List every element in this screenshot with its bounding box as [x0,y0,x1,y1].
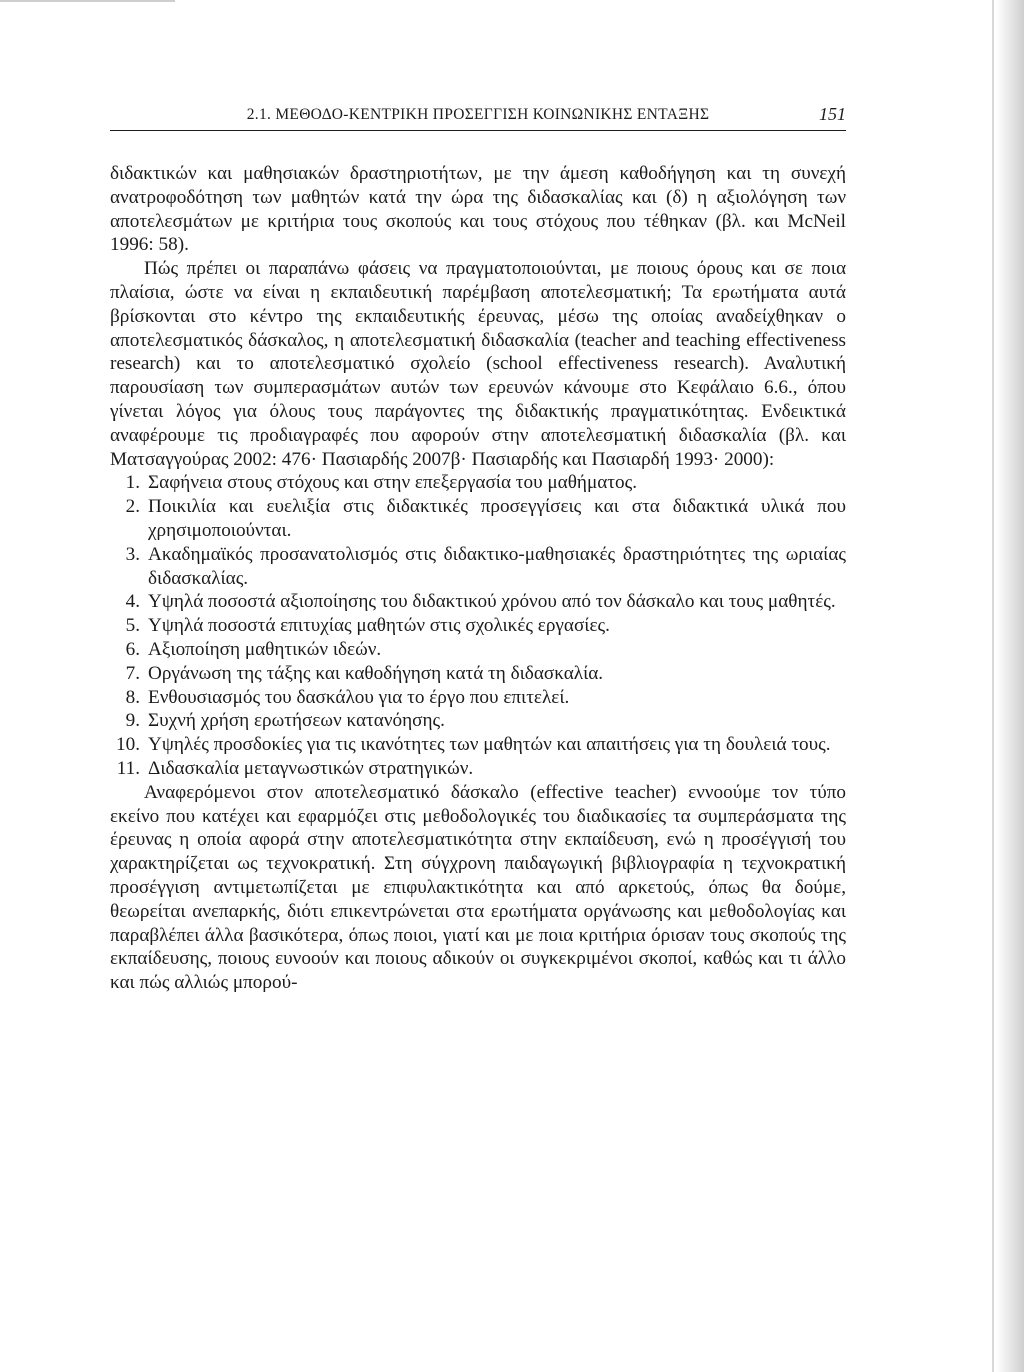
list-item-number: 6. [125,638,140,660]
effective-teaching-list [110,471,846,780]
list-item [110,733,846,757]
list-item [110,543,846,591]
page-fold-line [992,0,994,1372]
page-number: 151 [819,104,846,124]
list-item [110,495,846,543]
list-item-text: Ποικιλία και ευελιξία στις διδακτικές προσεγγίσεις και στα διδακτικά υλικά που χρησιμοποιούνται. [148,496,846,541]
paragraph-3: Αναφερόμενοι στον αποτελεσματικό δάσκαλο (effective teacher) εννοούμε τον τύπο εκείνο που κατέχει και εφαρμόζει στις μεθοδολογικές του διαδικασίες τα συμπεράσματα της έρευνας η οποία αφορά στην αποτελεσματικότητα στην εκπαίδευση, ενώ η προσέγγισή του χαρακτηρίζεται ως τεχνοκρατική. Στη σύγχρονη παιδαγωγική βιβλιογραφία η τεχνοκρατική προσέγγιση αντιμετωπίζεται με επιφυλακτικότητα και από αρκετούς, όπως θα δούμε, θεωρείται ανεπαρκής, διότι επικεντρώνεται στα ερωτήματα οργάνωσης και μεθοδολογίας και παραβλέπει άλλα βασικότερα, όπως ποιοι, γιατί και με ποια κριτήρια όρισαν τους σκοπούς της εκπαίδευσης, ποιους ευνοούν και ποιους αδικούν οι συγκεκριμένοι σκοποί, καθώς και τι άλλο και πώς αλλιώς μπορού- [110,781,846,994]
list-item-number: 8. [125,686,140,708]
list-item [110,614,846,638]
list-item-text: Ακαδημαϊκός προσανατολισμός στις διδακτικο-μαθησιακές δραστηριότητες της ωριαίας διδασκαλίας. [148,543,846,589]
list-item [110,638,846,662]
scan-top-mark [0,0,175,2]
list-item-text: Ενθουσιασμός του δασκάλου για το έργο που επιτελεί. [148,686,570,708]
running-title: 2.1. ΜΕΘΟΔΟ-ΚΕΝΤΡΙΚΗ ΠΡΟΣΕΓΓΙΣΗ ΚΟΙΝΩΝΙΚΗΣ ΕΝΤΑΞΗΣ [246,106,710,123]
list-item [110,471,846,495]
list-item-text: Υψηλά ποσοστά επιτυχίας μαθητών στις σχολικές εργασίες. [148,615,610,637]
list-item-text: Υψηλές προσδοκίες για τις ικανότητες των μαθητών και απαιτήσεις για τη δουλειά τους. [148,734,831,756]
page-edge-shadow [996,0,1024,1372]
list-item-text: Σαφήνεια στους στόχους και στην επεξεργασία του μαθήματος. [148,472,637,494]
list-item-number: 11. [116,757,140,779]
list-item-number: 1. [125,472,140,494]
list-item-text: Διδασκαλία μεταγνωστικών στρατηγικών. [148,757,474,779]
list-item-number: 7. [125,662,140,684]
list-item [110,709,846,733]
list-item-text: Υψηλά ποσοστά αξιοποίησης του διδακτικού χρόνου από τον δάσκαλο και τους μαθητές. [148,591,836,613]
paragraph-2: Πώς πρέπει οι παραπάνω φάσεις να πραγματοποιούνται, με ποιους όρους και σε ποια πλαίσια, ώστε να είναι η εκπαιδευτική παρέμβαση αποτελεσματική; Τα ερωτήματα αυτά βρίσκονται στο κέντρο της εκπαιδευτικής έρευνας, μέσω της οποίας αναδείχθηκαν ο αποτελεσματικός δάσκαλος, η αποτελεσματική διδασκαλία (teacher and teaching effectiveness research) και το αποτελεσματικό σχολείο (school effectiveness research). Αναλυτική παρουσίαση των συμπερασμάτων αυτών των ερευνών κάνουμε στο Κεφάλαιο 6.6., όπου γίνεται λόγος για όλους τους παράγοντες της διδακτικής πραγματικότητας. Ενδεικτικά αναφέρουμε τις προδιαγραφές που αφορούν στην αποτελεσματική διδασκαλία (βλ. και Ματσαγγούρας 2002: 476· Πασιαρδής 2007β· Πασιαρδής και Πασιαρδή 1993· 2000): [110,258,846,470]
list-item-number: 5. [125,615,140,637]
list-item-text: Αξιοποίηση μαθητικών ιδεών. [148,638,382,660]
list-item [110,686,846,710]
list-item-number: 4. [125,591,140,613]
list-item-number: 3. [125,543,140,565]
list-item-number: 2. [125,496,140,518]
header-rule [110,130,846,131]
body-text [110,162,846,995]
paragraph-1: διδακτικών και μαθησιακών δραστηριοτήτων, με την άμεση καθοδήγηση και τη συνεχή ανατροφοδότηση των μαθητών κατά την ώρα της διδασκαλίας και (δ) η αξιολόγηση των αποτελεσμάτων με κριτήρια τους σκοπούς και τους στόχους που τέθηκαν (βλ. και McNeil 1996: 58). [110,163,846,256]
list-item [110,662,846,686]
list-item-text: Οργάνωση της τάξης και καθοδήγηση κατά τη διδασκαλία. [148,662,604,684]
list-item [110,757,846,781]
list-item [110,590,846,614]
list-item-number: 9. [125,710,140,732]
list-item-number: 10. [116,734,140,756]
list-item-text: Συχνή χρήση ερωτήσεων κατανόησης. [148,710,445,732]
